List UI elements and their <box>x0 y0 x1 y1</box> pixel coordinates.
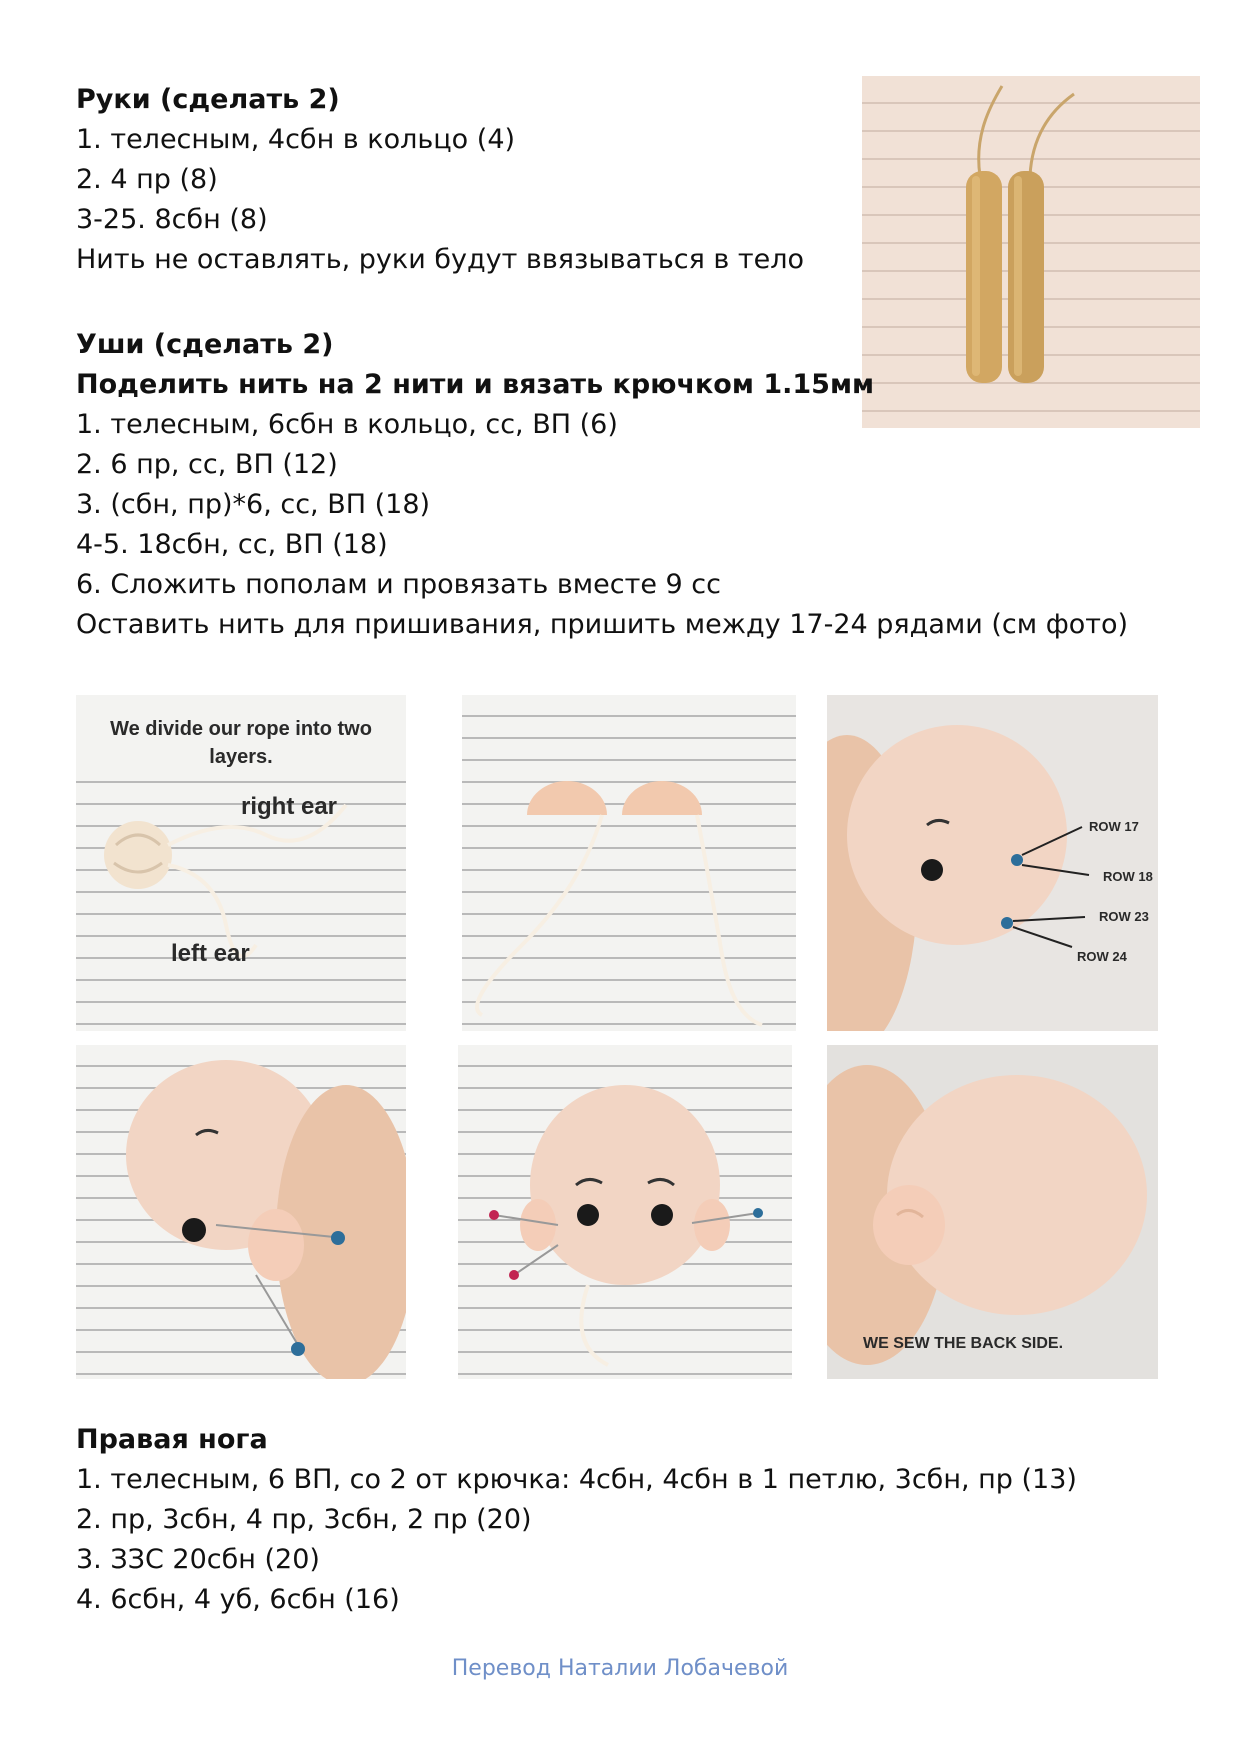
right-leg-line-2: 2. пр, 3сбн, 4 пр, 3сбн, 2 пр (20) <box>76 1504 532 1535</box>
ears-line-6: Оставить нить для пришивания, пришить между 17-24 рядами (см фото) <box>76 609 1129 640</box>
right-leg-line-3: 3. ЗЗС 20сбн (20) <box>76 1544 320 1575</box>
ears-line-4: 4-5. 18сбн, сс, ВП (18) <box>76 529 388 560</box>
ears-line-2: 2. 6 пр, сс, ВП (12) <box>76 449 338 480</box>
right-leg-title: Правая нога <box>76 1424 268 1455</box>
translator-credit: Перевод Наталии Лобачевой <box>451 1656 789 1681</box>
photo-head-back <box>827 1045 1158 1379</box>
ears-section <box>76 325 1128 645</box>
arms-section <box>76 80 804 280</box>
photo-caption-left-ear: left ear <box>171 940 250 967</box>
ears-line-5: 6. Сложить пополам и провязать вместе 9 сс <box>76 569 721 600</box>
arms-title: Руки (сделать 2) <box>76 84 340 115</box>
ears-line-3: 3. (сбн, пр)*6, сс, ВП (18) <box>76 489 431 520</box>
arms-line-3: 3-25. 8сбн (8) <box>76 204 268 235</box>
right-leg-line-1: 1. телесным, 6 ВП, со 2 от крючка: 4сбн, 4сбн в 1 петлю, 3сбн, пр (13) <box>76 1464 1077 1495</box>
label-row-24: ROW 24 <box>1077 949 1127 964</box>
photo-caption-divide: We divide our rope into two layers. <box>110 718 372 768</box>
photo-caption-right-ear: right ear <box>241 793 338 820</box>
photo-head-side-pin <box>76 1045 406 1379</box>
photo-head-front-ears <box>458 1045 792 1379</box>
arms-line-2: 2. 4 пр (8) <box>76 164 218 195</box>
label-row-23: ROW 23 <box>1099 909 1149 924</box>
arms-line-4: Нить не оставлять, руки будут ввязываться в тело <box>76 244 805 275</box>
right-leg-line-4: 4. 6сбн, 4 уб, 6сбн (16) <box>76 1584 400 1615</box>
ears-line-1: 1. телесным, 6сбн в кольцо, сс, ВП (6) <box>76 409 618 440</box>
arms-line-1: 1. телесным, 4сбн в кольцо (4) <box>76 124 516 155</box>
photo-two-ears <box>462 695 796 1031</box>
right-leg-section <box>76 1420 1077 1620</box>
photo-head-rows <box>827 695 1158 1031</box>
label-row-17: ROW 17 <box>1089 819 1139 834</box>
ears-title: Уши (сделать 2) <box>76 329 334 360</box>
ears-subtitle: Поделить нить на 2 нити и вязать крючком 1.15мм <box>76 369 875 400</box>
photo-caption-back-side: WE SEW THE BACK SIDE. <box>863 1335 1064 1352</box>
label-row-18: ROW 18 <box>1103 869 1153 884</box>
photo-yarn-split <box>76 695 406 1031</box>
